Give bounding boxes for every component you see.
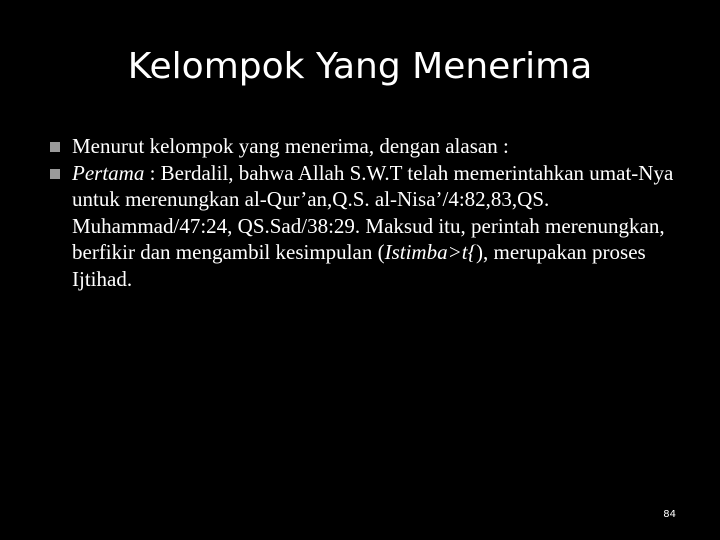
slide-title: Kelompok Yang Menerima: [127, 46, 593, 87]
square-bullet-icon: [50, 169, 60, 179]
bullet-list: [50, 133, 690, 292]
bullet-body-end: ), merupakan proses Ijtihad.: [72, 240, 646, 291]
bullet-text: [72, 160, 690, 293]
bullet-item: [50, 160, 690, 293]
bullet-text: Menurut kelompok yang menerima, dengan alasan :: [72, 134, 509, 158]
square-bullet-icon: [50, 142, 60, 152]
bullet-lead-term: Pertama: [72, 160, 145, 185]
bullet-term: Istimba>t{: [384, 240, 476, 264]
bullet-body: : Berdalil, bahwa Allah S.W.T telah memerintahkan umat-Nya untuk merenungkan al-Qur’an,Q.S. al-Nisa’/4:82,83,QS. Muhammad/47:24, QS.Sad/38:29. Maksud itu, perintah merenungkan, berfikir dan mengambil kesimpulan (: [72, 160, 674, 264]
bullet-item: [50, 133, 690, 160]
page-number: 84: [663, 509, 676, 520]
